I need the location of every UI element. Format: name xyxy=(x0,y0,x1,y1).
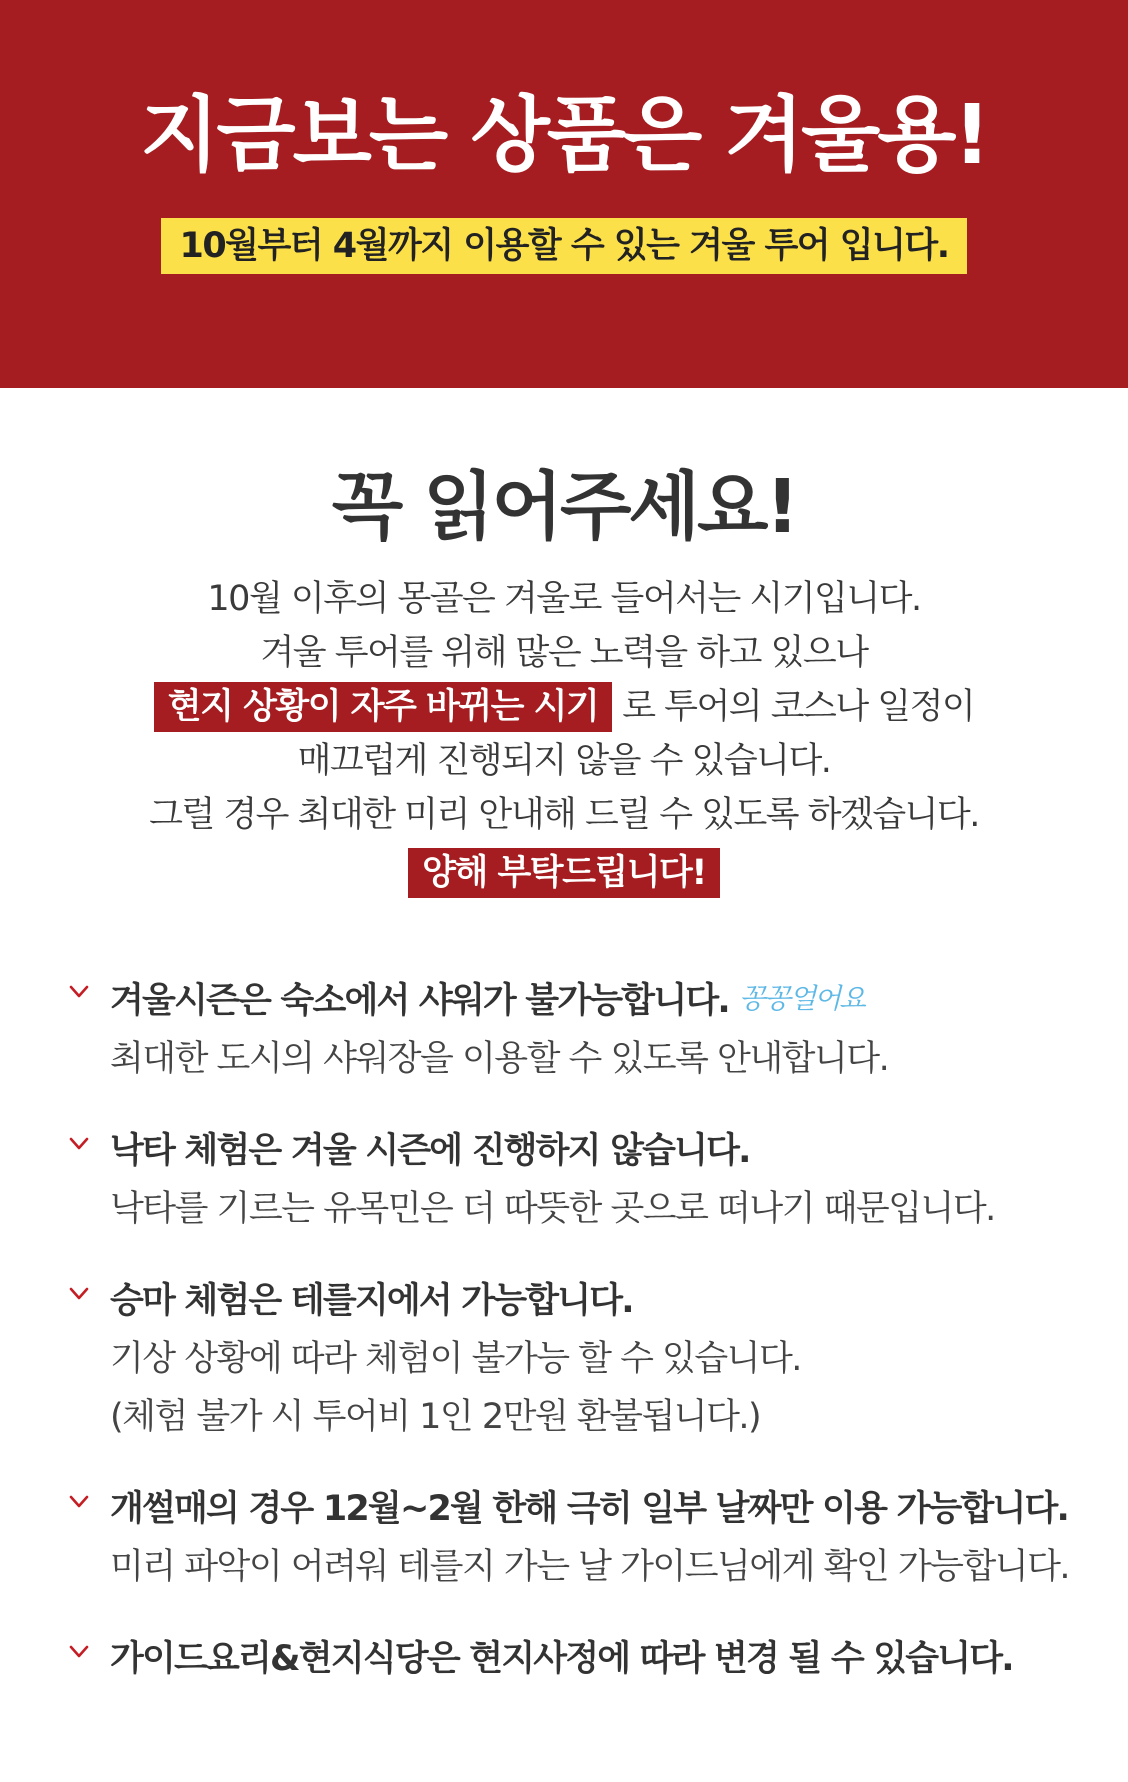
notice-highlight: 현지 상황이 자주 바뀌는 시기 xyxy=(154,682,612,732)
list-item-text: (체험 불가 시 투어비 1인 2만원 환불됩니다.) xyxy=(110,1397,761,1437)
list-item-text: 기상 상황에 따라 체험이 불가능 할 수 있습니다. xyxy=(110,1339,801,1379)
notice-line: 겨울 투어를 위해 많은 노력을 하고 있으나 xyxy=(260,633,868,673)
notice-line: 매끄럽게 진행되지 않을 수 있습니다. xyxy=(297,741,831,781)
list-item-heading: 가이드요리&현지식당은 현지사정에 따라 변경 될 수 있습니다. xyxy=(110,1639,1013,1679)
list-item xyxy=(62,1122,1102,1238)
notice-line-rest: 로 투어의 코스나 일정이 xyxy=(622,687,975,727)
list-item-heading: 개썰매의 경우 12월~2월 한해 극히 일부 날짜만 이용 가능합니다. xyxy=(110,1489,1069,1529)
notice-line: 10월 이후의 몽골은 겨울로 들어서는 시기입니다. xyxy=(207,579,921,619)
info-list xyxy=(62,970,1102,1722)
notice-title: 꼭 읽어주세요! xyxy=(331,464,797,550)
chevron-down-icon xyxy=(66,1638,92,1664)
list-item-heading: 낙타 체험은 겨울 시즌에 진행하지 않습니다. xyxy=(110,1131,750,1171)
hero-banner xyxy=(0,0,1128,388)
handwritten-note: 꽁꽁얼어요 xyxy=(738,982,865,1015)
notice-line: 그럴 경우 최대한 미리 안내해 드릴 수 있도록 하겠습니다. xyxy=(149,795,979,835)
list-item-heading: 승마 체험은 테를지에서 가능합니다. xyxy=(110,1281,633,1321)
chevron-down-icon xyxy=(66,1280,92,1306)
list-item-text: 낙타를 기르는 유목민은 더 따뜻한 곳으로 떠나기 때문입니다. xyxy=(110,1189,995,1229)
list-item-heading xyxy=(110,970,1102,1030)
notice-section xyxy=(0,462,1128,900)
list-item-text: 미리 파악이 어려워 테를지 가는 날 가이드님에게 확인 가능합니다. xyxy=(110,1547,1070,1587)
list-item-heading-text: 겨울시즌은 숙소에서 샤워가 불가능합니다. xyxy=(110,981,729,1021)
list-item xyxy=(62,1480,1102,1596)
chevron-down-icon xyxy=(66,978,92,1004)
hero-subtitle: 10월부터 4월까지 이용할 수 있는 겨울 투어 입니다. xyxy=(161,218,966,274)
list-item xyxy=(62,1272,1102,1446)
chevron-down-icon xyxy=(66,1130,92,1156)
hero-subtitle-wrap xyxy=(0,218,1128,274)
notice-line xyxy=(0,680,1128,734)
chevron-down-icon xyxy=(66,1488,92,1514)
hero-title: 지금보는 상품은 겨울용! xyxy=(140,88,988,183)
notice-line xyxy=(0,846,1128,900)
notice-highlight: 양해 부탁드립니다! xyxy=(408,848,720,898)
notice-body xyxy=(0,572,1128,900)
list-item xyxy=(62,1630,1102,1688)
list-item xyxy=(62,970,1102,1088)
list-item-text: 최대한 도시의 샤워장을 이용할 수 있도록 안내합니다. xyxy=(110,1039,889,1079)
